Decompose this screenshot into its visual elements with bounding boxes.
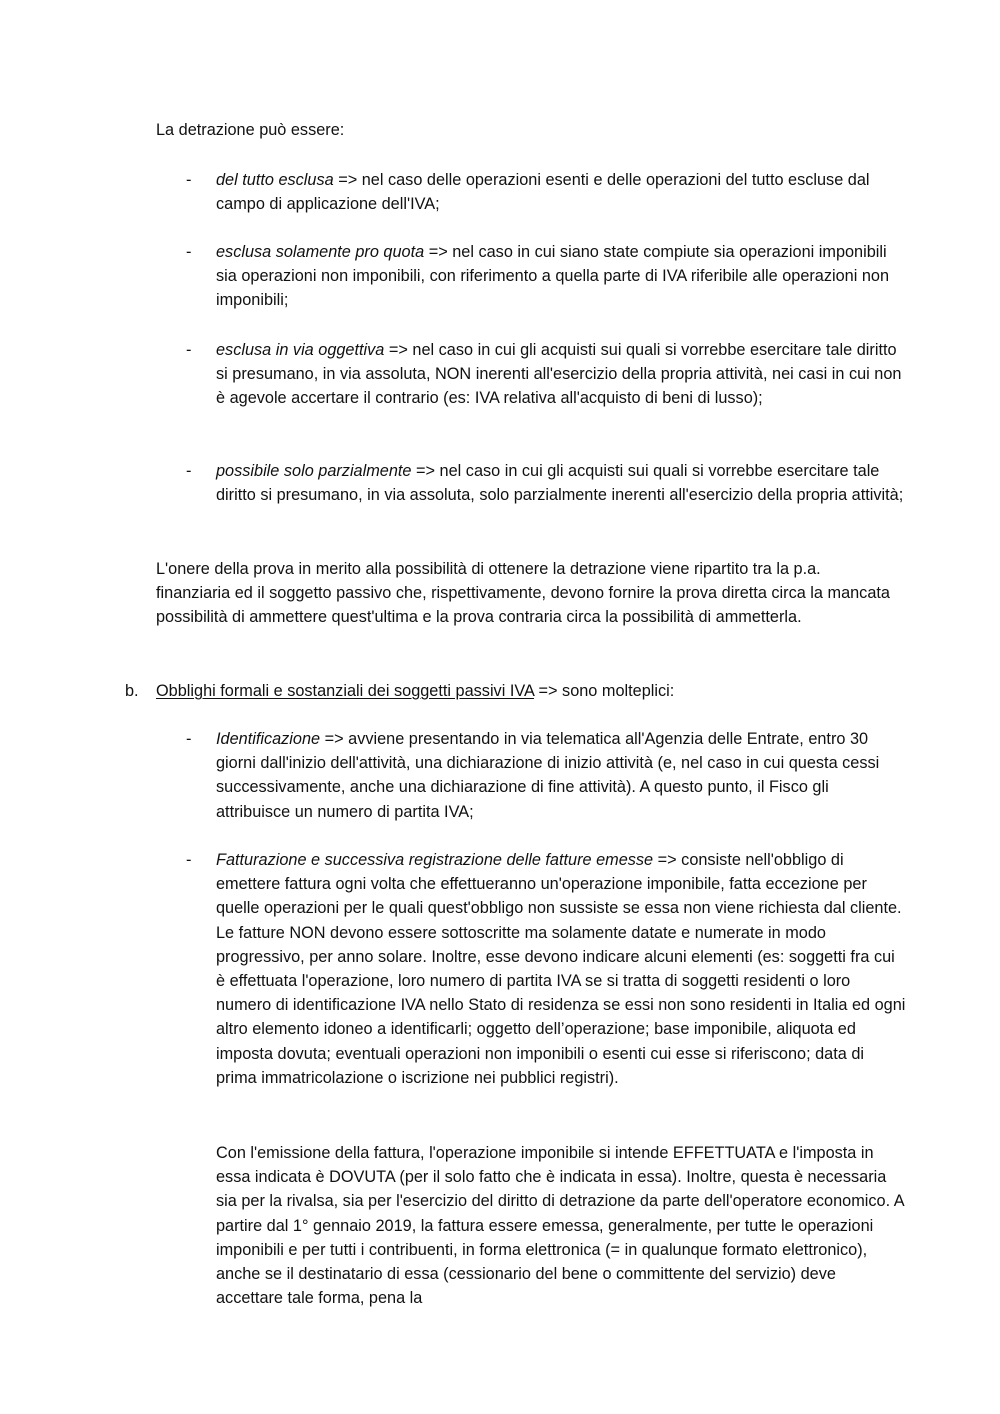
- list-item-text: => nel caso delle operazioni esenti e delle operazioni del tutto escluse dal campo di applicazione dell'IVA;: [216, 171, 870, 214]
- list-item-text: => nel caso in cui siano state compiute sia operazioni imponibili sia operazioni non imponibili, con riferimento a quella parte di IVA riferibile alle operazioni non imponibili;: [216, 243, 890, 310]
- list-item-del-tutto-esclusa: [216, 168, 906, 216]
- list-item-term: del tutto esclusa: [216, 171, 334, 189]
- list-item-esclusa-pro-quota: [216, 240, 906, 313]
- list-dash: -: [186, 851, 192, 869]
- section-heading-underlined: Obblighi formali e sostanziali dei soggetti passivi IVA: [156, 682, 534, 700]
- list-item-esclusa-in-via-oggettiva: [216, 338, 906, 411]
- onere-paragraph: L'onere della prova in merito alla possibilità di ottenere la detrazione viene ripartito tra la p.a. finanziaria ed il soggetto passivo che, rispettivamente, devono fornire la prova diretta circa la mancata possibilità di ammettere quest'ultima e la prova contraria circa la possibilità di ammetterla.: [156, 560, 890, 627]
- list-dash: -: [186, 462, 192, 480]
- list-item-term: Fatturazione e successiva registrazione delle fatture emesse: [216, 851, 654, 869]
- list-dash: -: [186, 171, 192, 189]
- list-dash: -: [186, 730, 192, 748]
- list-dash: -: [186, 341, 192, 359]
- list-item-text: => nel caso in cui gli acquisti sui quali si vorrebbe esercitare tale diritto si presumano, in via assoluta, NON inerenti all'esercizio della propria attività, nei casi in cui non è agevole accertare il contrario (es: IVA relativa all'acquisto di beni di lusso);: [216, 341, 902, 408]
- list-item-identificazione: [216, 727, 906, 824]
- section-marker: b.: [125, 682, 139, 700]
- list-dash: -: [186, 243, 192, 261]
- fattura-paragraph: Con l'emissione della fattura, l'operazione imponibile si intende EFFETTUATA e l'imposta in essa indicata è DOVUTA (per il solo fatto che è indicata in essa). Inoltre, questa è necessaria sia per la rivalsa, sia per l'esercizio del diritto di detrazione da parte dell'operatore economico. A partire dal 1° gennaio 2019, la fattura essere emessa, generalmente, per tutte le operazioni imponibili e per tutti i contribuenti, in forma elettronica (= in qualunque formato elettronico), anche se il destinatario di essa (cessionario del bene o committente del servizio) deve accettare tale forma, pena la: [216, 1144, 904, 1308]
- list-item-term: esclusa solamente pro quota: [216, 243, 425, 261]
- intro-paragraph: La detrazione può essere:: [156, 121, 345, 139]
- list-item-possibile-solo-parzialmente: [216, 459, 906, 507]
- list-item-term: Identificazione: [216, 730, 321, 748]
- section-b-heading: [156, 679, 896, 703]
- list-item-term: esclusa in via oggettiva: [216, 341, 385, 359]
- list-item-term: possibile solo parzialmente: [216, 462, 412, 480]
- list-item-fatturazione: [216, 848, 906, 1090]
- section-heading-rest: => sono molteplici:: [533, 682, 675, 700]
- list-item-text: => avviene presentando in via telematica all'Agenzia delle Entrate, entro 30 giorni dall'inizio dell'attività, una dichiarazione di inizio attività (e, nel caso in cui questa cessi successivamente, anche una dichiarazione di fine attività). A questo punto, il Fisco gli attribuisce un numero di partita IVA;: [216, 730, 880, 821]
- list-item-text: => nel caso in cui gli acquisti sui quali si vorrebbe esercitare tale diritto si presumano, in via assoluta, solo parzialmente inerenti all'esercizio della propria attività;: [216, 462, 904, 505]
- list-item-text: => consiste nell'obbligo di emettere fattura ogni volta che effettueranno un'operazione imponibile, fatta eccezione per quelle operazioni per le quali quest'obbligo non sussiste se essa non viene richiesta dal cliente. Le fatture NON devono essere sottoscritte ma solamente datate e numerate in modo progressivo, per anno solare. Inoltre, esse devono indicare alcuni elementi (es: soggetti fra cui è effettuata l'operazione, loro numero di partita IVA se si tratta di soggetti residenti o loro numero di identificazione IVA nello Stato di residenza se essi non sono residenti in Italia ed ogni altro elemento idoneo a identificarli; oggetto dell’operazione; base imponibile, aliquota ed imposta dovuta; eventuali operazioni non imponibili o esenti cui esse si riferiscono; data di prima immatricolazione o iscrizione nei pubblici registri).: [216, 851, 906, 1087]
